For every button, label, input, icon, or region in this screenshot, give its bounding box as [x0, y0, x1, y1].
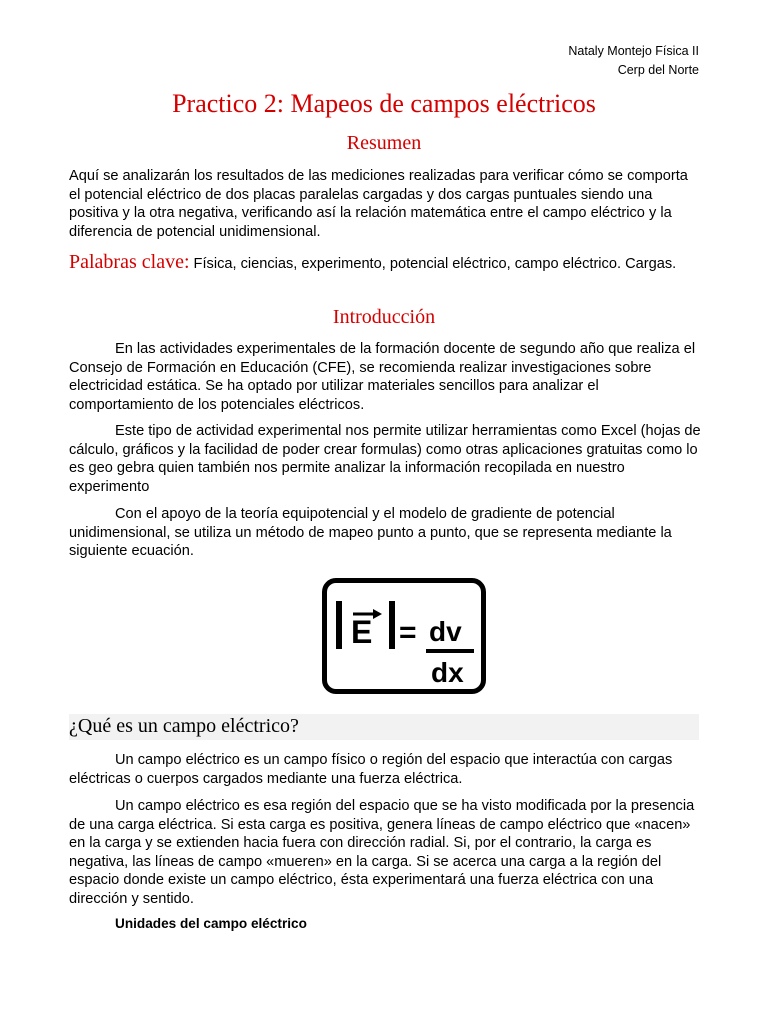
document-title: Practico 2: Mapeos de campos eléctricos [172, 89, 596, 118]
units-subheading: Unidades del campo eléctrico [115, 916, 307, 931]
formula-denominator: dx [431, 657, 464, 688]
intro-paragraph-2: Este tipo de actividad experimental nos permite utilizar herramientas como Excel (hojas de cálculo, gráficos y la facilidad de poder crear formulas) como otras aplicaciones gratuitas como lo es geo gebra quien también nos permite analizar la información recopilada en nuestro experimento [69, 423, 701, 495]
formula-lhs: E [351, 614, 373, 650]
formula-equals: = [399, 616, 417, 649]
campo-heading: ¿Qué es un campo eléctrico? [69, 715, 299, 737]
keywords-label: Palabras clave: [69, 251, 190, 273]
intro-paragraph-1: En las actividades experimentales de la formación docente de segundo año que realiza el Consejo de Formación en Educación (CFE), se recomienda realizar investigaciones sobre electricidad estática. Se ha optado por utilizar materiales sencillos para analizar el comportamiento de los potenciales eléctricos. [69, 341, 696, 413]
author-line: Nataly Montejo Física II [568, 44, 699, 58]
resumen-heading: Resumen [346, 132, 422, 154]
formula-image [322, 578, 486, 694]
campo-paragraph-1: Un campo eléctrico es un campo físico o región del espacio que interactúa con cargas eléctricas o cuerpos cargados mediante una fuerza eléctrica. [69, 752, 673, 787]
keywords-text: Física, ciencias, experimento, potencial eléctrico, campo eléctrico. Cargas. [189, 256, 677, 272]
resumen-text: Aquí se analizarán los resultados de las mediciones realizadas para verificar cómo se comporta el potencial eléctrico de dos placas paralelas cargadas y dos cargas puntuales siendo una positiva y la otra negativa, verificando así la relación matemática entre el campo eléctrico y la diferencia de potencial unidimensional. [69, 168, 688, 240]
school-line: Cerp del Norte [617, 63, 699, 77]
intro-paragraph-3: Con el apoyo de la teoría equipotencial y el modelo de gradiente de potencial unidimensional, se utiliza un método de mapeo punto a punto, que se representa mediante la siguiente ecuación. [69, 506, 672, 559]
introduccion-heading: Introducción [332, 306, 436, 328]
formula-numerator: dv [429, 616, 462, 647]
keywords-paragraph [69, 252, 701, 274]
campo-paragraph-2: Un campo eléctrico es esa región del espacio que se ha visto modificada por la presencia de una carga eléctrica. Si esta carga es positiva, genera líneas de campo eléctrico que «nacen» en la carga y se extienden hacia fuera con dirección radial. Si, por el contrario, la carga es negativa, las líneas de campo «mueren» en la carga. Si se acerca una carga a la región del espacio donde existe un campo eléctrico, ésta experimentará una fuerza eléctrica con una dirección y sentido. [69, 798, 695, 907]
page-header [568, 42, 699, 80]
